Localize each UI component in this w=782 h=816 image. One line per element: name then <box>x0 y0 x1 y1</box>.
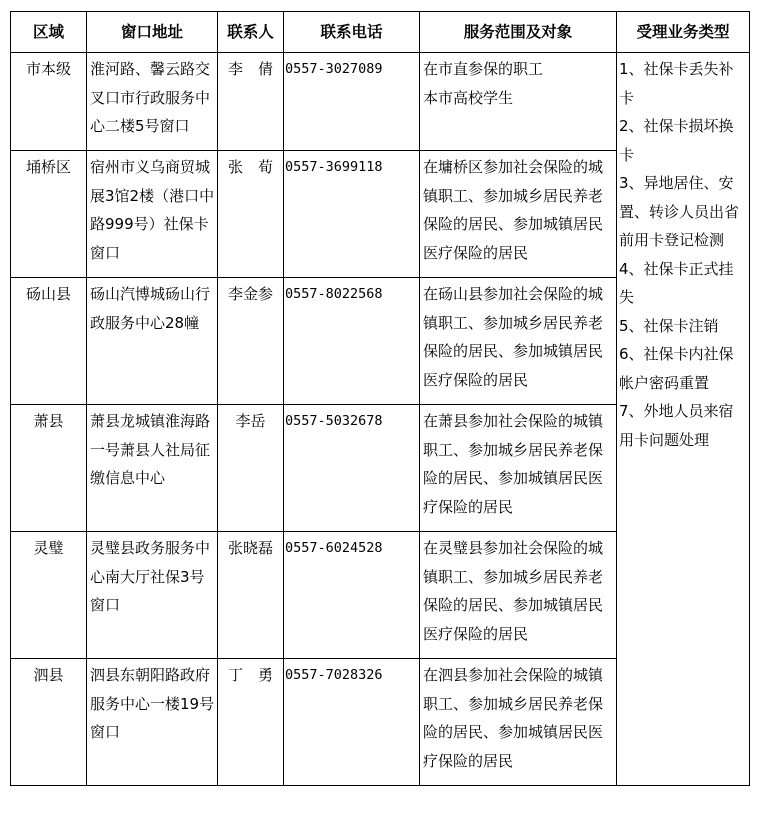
scope-cell: 在泗县参加社会保险的城镇职工、参加城乡居民养老保险的居民、参加城镇居民医疗保险的居民 <box>420 659 617 786</box>
scope-line: 在市直参保的职工 本市高校学生 <box>423 60 544 107</box>
business-type-item: 2、社保卡损坏换卡 <box>619 117 734 164</box>
service-window-table <box>10 11 750 786</box>
header-phone: 联系电话 <box>284 12 420 53</box>
phone-cell: 0557-5032678 <box>284 405 420 532</box>
address-cell: 淮河路、馨云路交叉口市行政服务中心二楼5号窗口 <box>87 53 218 151</box>
business-types-cell <box>617 53 750 786</box>
business-type-item: 4、社保卡正式挂失 <box>619 259 734 306</box>
header-region: 区域 <box>11 12 87 53</box>
contact-cell: 李岳 <box>218 405 284 532</box>
scope-cell <box>420 53 617 151</box>
header-scope: 服务范围及对象 <box>420 12 617 53</box>
contact-cell: 张 荀 <box>218 151 284 278</box>
address-cell: 萧县龙城镇淮海路一号萧县人社局征缴信息中心 <box>87 405 218 532</box>
business-type-item: 6、社保卡内社保帐户密码重置 <box>619 345 734 392</box>
contact-cell: 张晓磊 <box>218 532 284 659</box>
business-type-item: 3、异地居住、安置、转诊人员出省前用卡登记检测 <box>619 174 740 249</box>
service-table-container <box>10 11 750 786</box>
region-cell: 萧县 <box>11 405 87 532</box>
table-row <box>11 53 750 151</box>
phone-cell: 0557-6024528 <box>284 532 420 659</box>
contact-cell: 李金参 <box>218 278 284 405</box>
region-cell: 砀山县 <box>11 278 87 405</box>
scope-cell: 在墉桥区参加社会保险的城镇职工、参加城乡居民养老保险的居民、参加城镇居民医疗保险的居民 <box>420 151 617 278</box>
scope-cell: 在砀山县参加社会保险的城镇职工、参加城乡居民养老保险的居民、参加城镇居民医疗保险的居民 <box>420 278 617 405</box>
business-type-item: 5、社保卡注销 <box>619 316 719 335</box>
region-cell: 灵璧 <box>11 532 87 659</box>
scope-cell: 在灵璧县参加社会保险的城镇职工、参加城乡居民养老保险的居民、参加城镇居民医疗保险的居民 <box>420 532 617 659</box>
header-contact: 联系人 <box>218 12 284 53</box>
table-header-row <box>11 12 750 53</box>
contact-cell: 李 倩 <box>218 53 284 151</box>
region-cell: 泗县 <box>11 659 87 786</box>
address-cell: 泗县东朝阳路政府服务中心一楼19号窗口 <box>87 659 218 786</box>
region-cell: 市本级 <box>11 53 87 151</box>
region-cell: 埇桥区 <box>11 151 87 278</box>
header-business-types: 受理业务类型 <box>617 12 750 53</box>
business-type-item: 1、社保卡丢失补卡 <box>619 60 734 107</box>
address-cell: 灵璧县政务服务中心南大厅社保3号窗口 <box>87 532 218 659</box>
address-cell: 宿州市义乌商贸城展3馆2楼（港口中路999号）社保卡窗口 <box>87 151 218 278</box>
contact-cell: 丁 勇 <box>218 659 284 786</box>
address-cell: 砀山汽博城砀山行政服务中心28幢 <box>87 278 218 405</box>
phone-cell: 0557-3027089 <box>284 53 420 151</box>
phone-cell: 0557-3699118 <box>284 151 420 278</box>
phone-cell: 0557-7028326 <box>284 659 420 786</box>
business-type-item: 7、外地人员来宿用卡问题处理 <box>619 402 734 449</box>
scope-cell: 在萧县参加社会保险的城镇职工、参加城乡居民养老保险的居民、参加城镇居民医疗保险的居民 <box>420 405 617 532</box>
phone-cell: 0557-8022568 <box>284 278 420 405</box>
header-address: 窗口地址 <box>87 12 218 53</box>
